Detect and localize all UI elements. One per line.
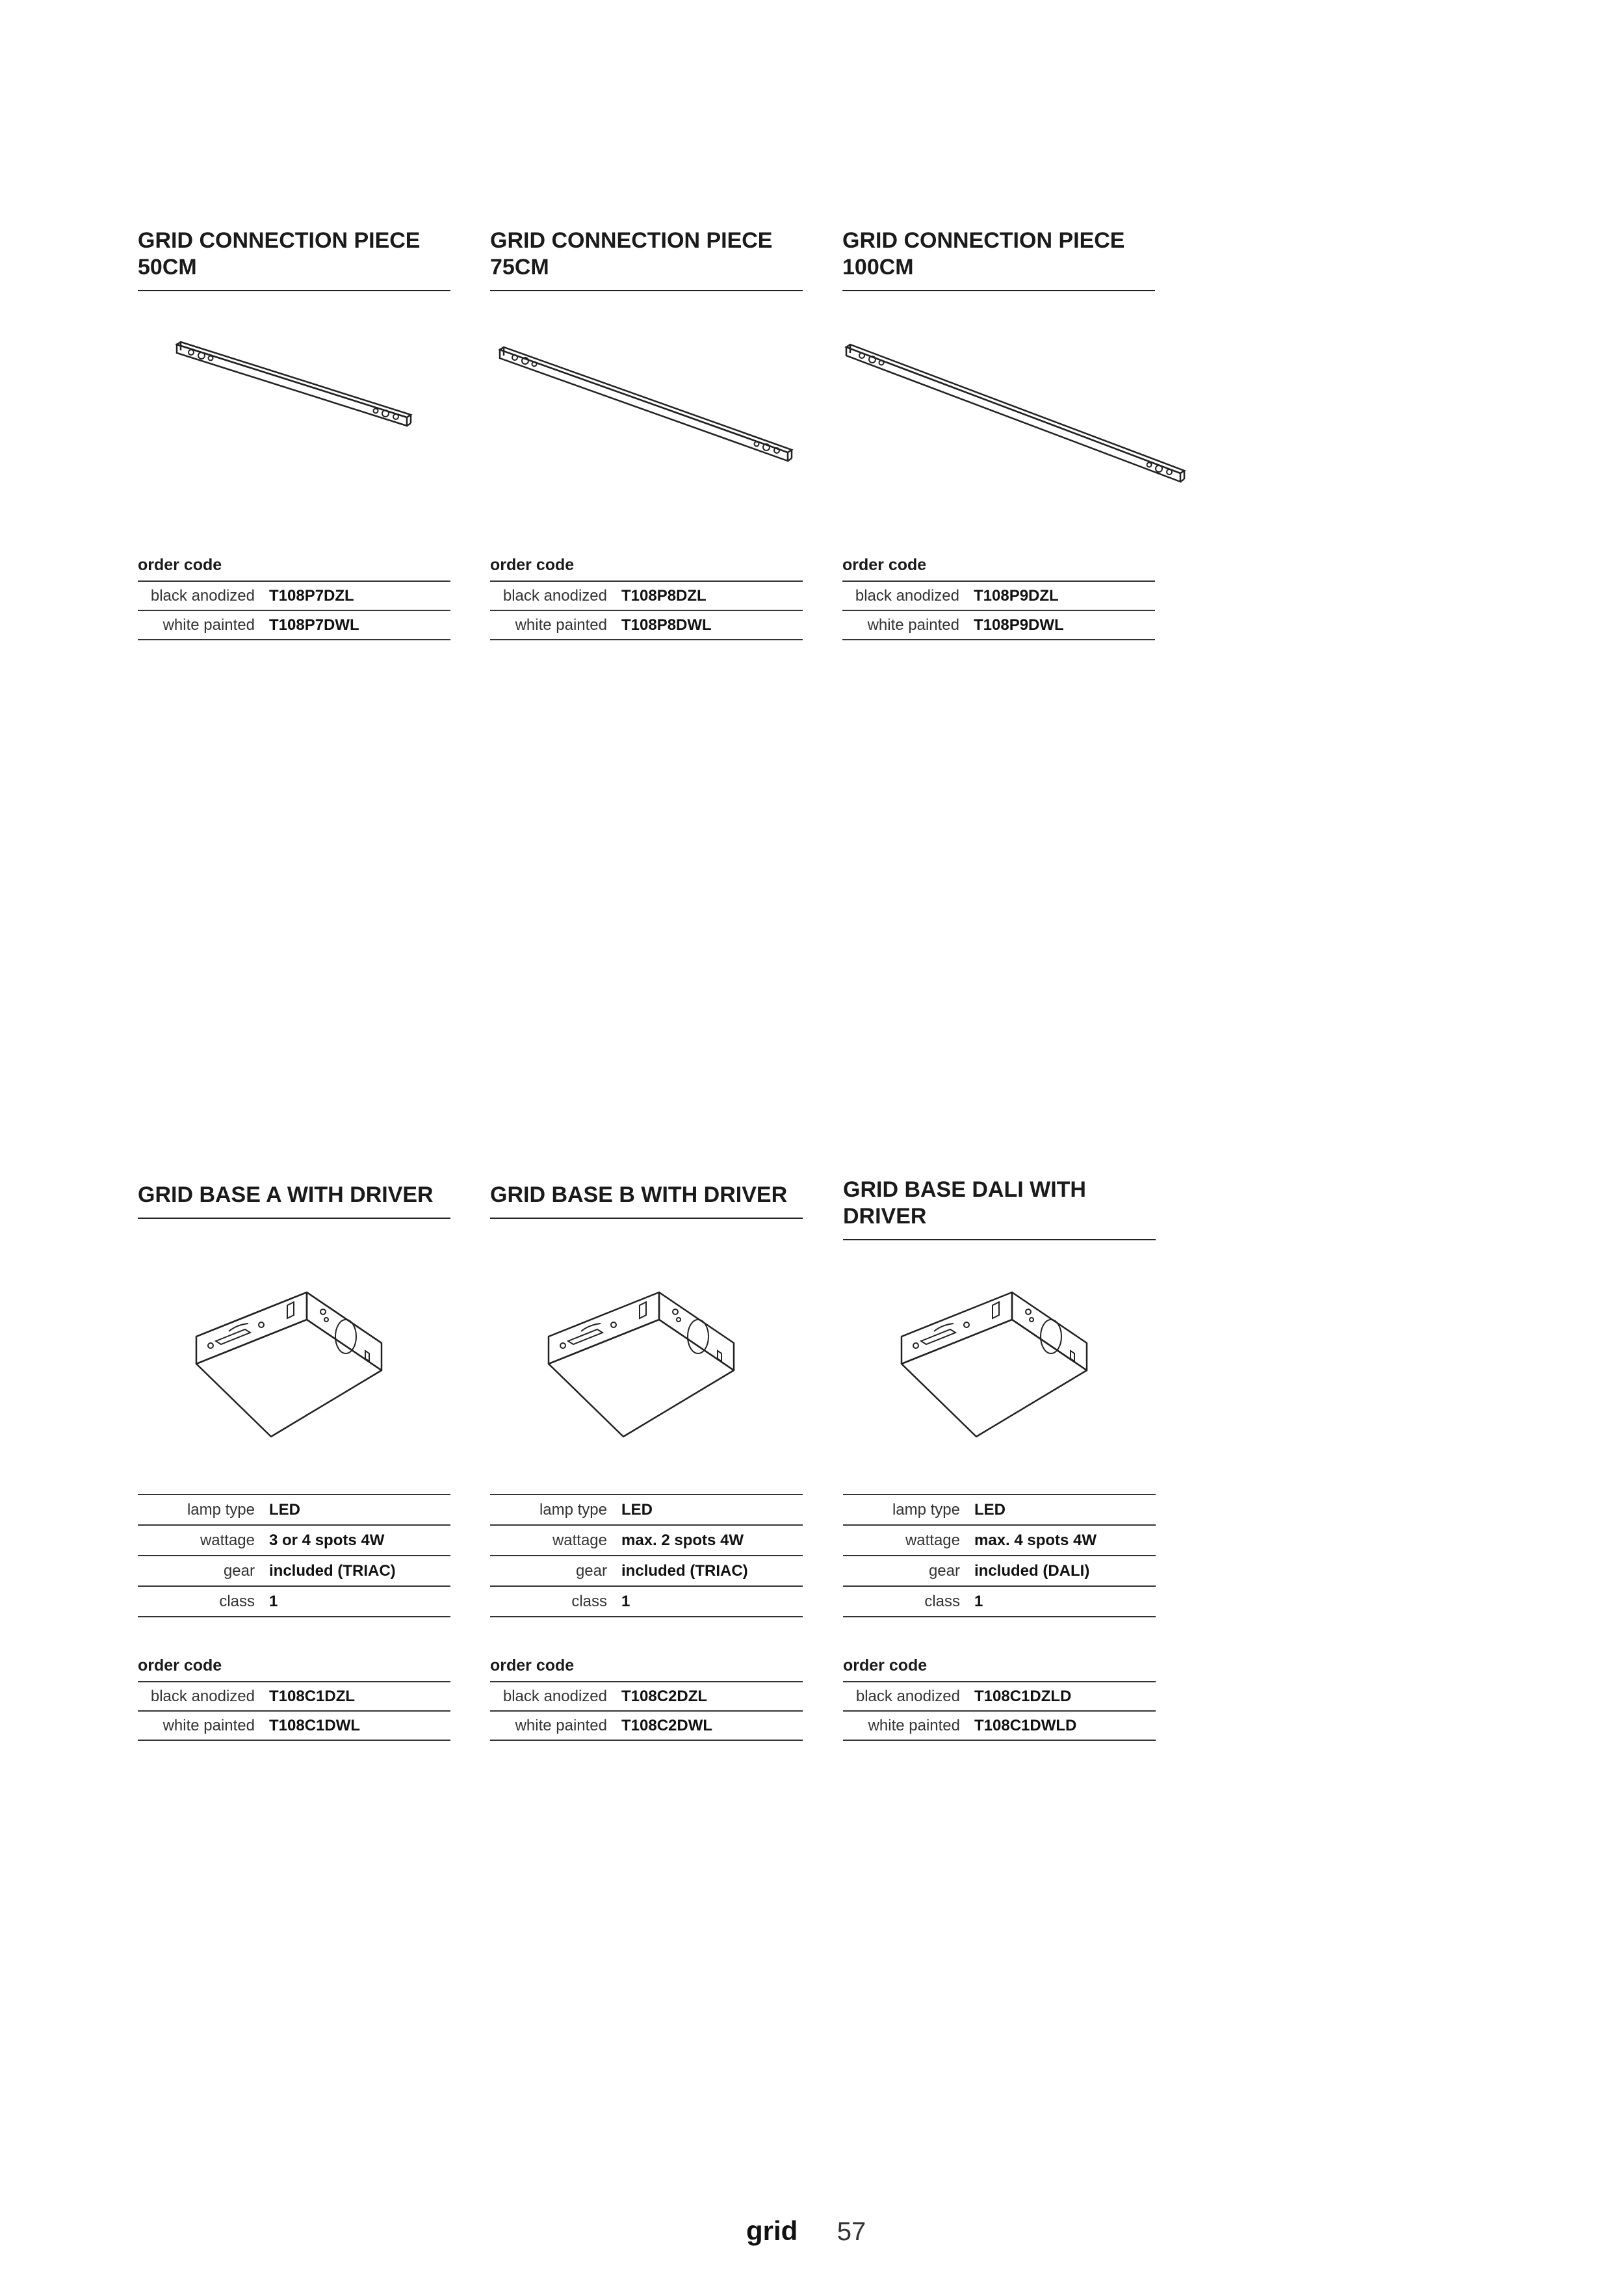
table-row (490, 1711, 803, 1740)
table-row (842, 581, 1155, 610)
finish-label: black anodized (842, 581, 974, 610)
grid-base-drawing (895, 1266, 1110, 1442)
order-code: T108C2DWL (621, 1711, 803, 1740)
spec-table (843, 1494, 1156, 1617)
order-code-label: order code (490, 1656, 575, 1675)
table-row (490, 581, 803, 610)
finish-label: black anodized (138, 1682, 269, 1711)
table-row (490, 1586, 803, 1617)
table-row (490, 1525, 803, 1556)
order-code: T108C1DWLD (974, 1711, 1156, 1740)
finish-label: black anodized (490, 581, 621, 610)
spec-label: class (138, 1586, 269, 1617)
spec-value: 1 (621, 1586, 803, 1617)
order-code-table (138, 581, 450, 640)
order-code-label: order code (138, 1656, 222, 1675)
product-connection-piece-50cm (138, 228, 450, 634)
connection-piece-drawing (138, 338, 502, 455)
product-grid-base-dali (843, 1177, 1156, 1734)
product-grid-base-b (490, 1182, 803, 1734)
connection-piece-drawing (490, 345, 854, 475)
table-row (843, 1525, 1156, 1556)
spec-label: class (843, 1586, 974, 1617)
table-row (138, 1494, 450, 1525)
spec-label: gear (843, 1556, 974, 1586)
spec-label: lamp type (843, 1494, 974, 1525)
order-code: T108P7DZL (269, 581, 450, 610)
product-title: GRID CONNECTION PIECE 75CM (490, 228, 803, 291)
spec-value: included (DALI) (974, 1556, 1156, 1586)
table-row (490, 1556, 803, 1586)
order-code-table (843, 1681, 1156, 1741)
spec-label: class (490, 1586, 621, 1617)
table-row (490, 610, 803, 640)
table-row (842, 610, 1155, 640)
finish-label: white painted (842, 610, 974, 640)
spec-table (490, 1494, 803, 1617)
order-code: T108P9DWL (974, 610, 1155, 640)
order-code: T108P8DWL (621, 610, 803, 640)
spec-label: wattage (843, 1525, 974, 1556)
spec-value: 1 (269, 1586, 450, 1617)
spec-value: included (TRIAC) (621, 1556, 803, 1586)
table-row (138, 1586, 450, 1617)
product-title: GRID BASE A WITH DRIVER (138, 1182, 450, 1219)
finish-label: white painted (843, 1711, 974, 1740)
spec-table (138, 1494, 450, 1617)
connection-piece-drawing (842, 342, 1206, 498)
order-code-table (138, 1681, 450, 1741)
order-code: T108C1DZLD (974, 1682, 1156, 1711)
table-row (843, 1682, 1156, 1711)
order-code: T108C1DZL (269, 1682, 450, 1711)
finish-label: black anodized (843, 1682, 974, 1711)
brand-name: grid (746, 2215, 798, 2246)
product-title: GRID BASE DALI WITH DRIVER (843, 1177, 1156, 1240)
spec-value: LED (269, 1494, 450, 1525)
order-code-table (490, 581, 803, 640)
spec-label: lamp type (490, 1494, 621, 1525)
order-code: T108C2DZL (621, 1682, 803, 1711)
finish-label: white painted (490, 610, 621, 640)
order-code: T108C1DWL (269, 1711, 450, 1740)
spec-value: included (TRIAC) (269, 1556, 450, 1586)
finish-label: white painted (138, 610, 269, 640)
order-code: T108P7DWL (269, 610, 450, 640)
finish-label: black anodized (138, 581, 269, 610)
table-row (843, 1711, 1156, 1740)
finish-label: white painted (138, 1711, 269, 1740)
spec-value: LED (974, 1494, 1156, 1525)
spec-label: gear (490, 1556, 621, 1586)
spec-label: lamp type (138, 1494, 269, 1525)
spec-value: max. 4 spots 4W (974, 1525, 1156, 1556)
product-grid-base-a (138, 1182, 450, 1734)
order-code-label: order code (842, 556, 927, 574)
spec-value: LED (621, 1494, 803, 1525)
order-code-table (842, 581, 1155, 640)
order-code-label: order code (843, 1656, 928, 1675)
spec-label: wattage (138, 1525, 269, 1556)
spec-label: wattage (490, 1525, 621, 1556)
table-row (138, 1711, 450, 1740)
table-row (138, 610, 450, 640)
order-code-label: order code (138, 556, 222, 574)
finish-label: white painted (490, 1711, 621, 1740)
table-row (843, 1494, 1156, 1525)
product-connection-piece-100cm (842, 228, 1155, 634)
table-row (843, 1556, 1156, 1586)
order-code: T108P9DZL (974, 581, 1155, 610)
table-row (138, 581, 450, 610)
grid-base-drawing (542, 1266, 757, 1442)
order-code-label: order code (490, 556, 575, 574)
table-row (138, 1682, 450, 1711)
table-row (490, 1494, 803, 1525)
table-row (138, 1556, 450, 1586)
spec-value: 3 or 4 spots 4W (269, 1525, 450, 1556)
product-title: GRID CONNECTION PIECE 50CM (138, 228, 450, 291)
order-code-table (490, 1681, 803, 1741)
table-row (490, 1682, 803, 1711)
product-title: GRID CONNECTION PIECE 100CM (842, 228, 1155, 291)
spec-label: gear (138, 1556, 269, 1586)
spec-value: max. 2 spots 4W (621, 1525, 803, 1556)
product-connection-piece-75cm (490, 228, 803, 634)
order-code: T108P8DZL (621, 581, 803, 610)
page-number: 57 (837, 2217, 866, 2246)
page-footer (746, 2215, 866, 2247)
spec-value: 1 (974, 1586, 1156, 1617)
product-title: GRID BASE B WITH DRIVER (490, 1182, 803, 1219)
table-row (843, 1586, 1156, 1617)
finish-label: black anodized (490, 1682, 621, 1711)
grid-base-drawing (190, 1266, 404, 1442)
table-row (138, 1525, 450, 1556)
